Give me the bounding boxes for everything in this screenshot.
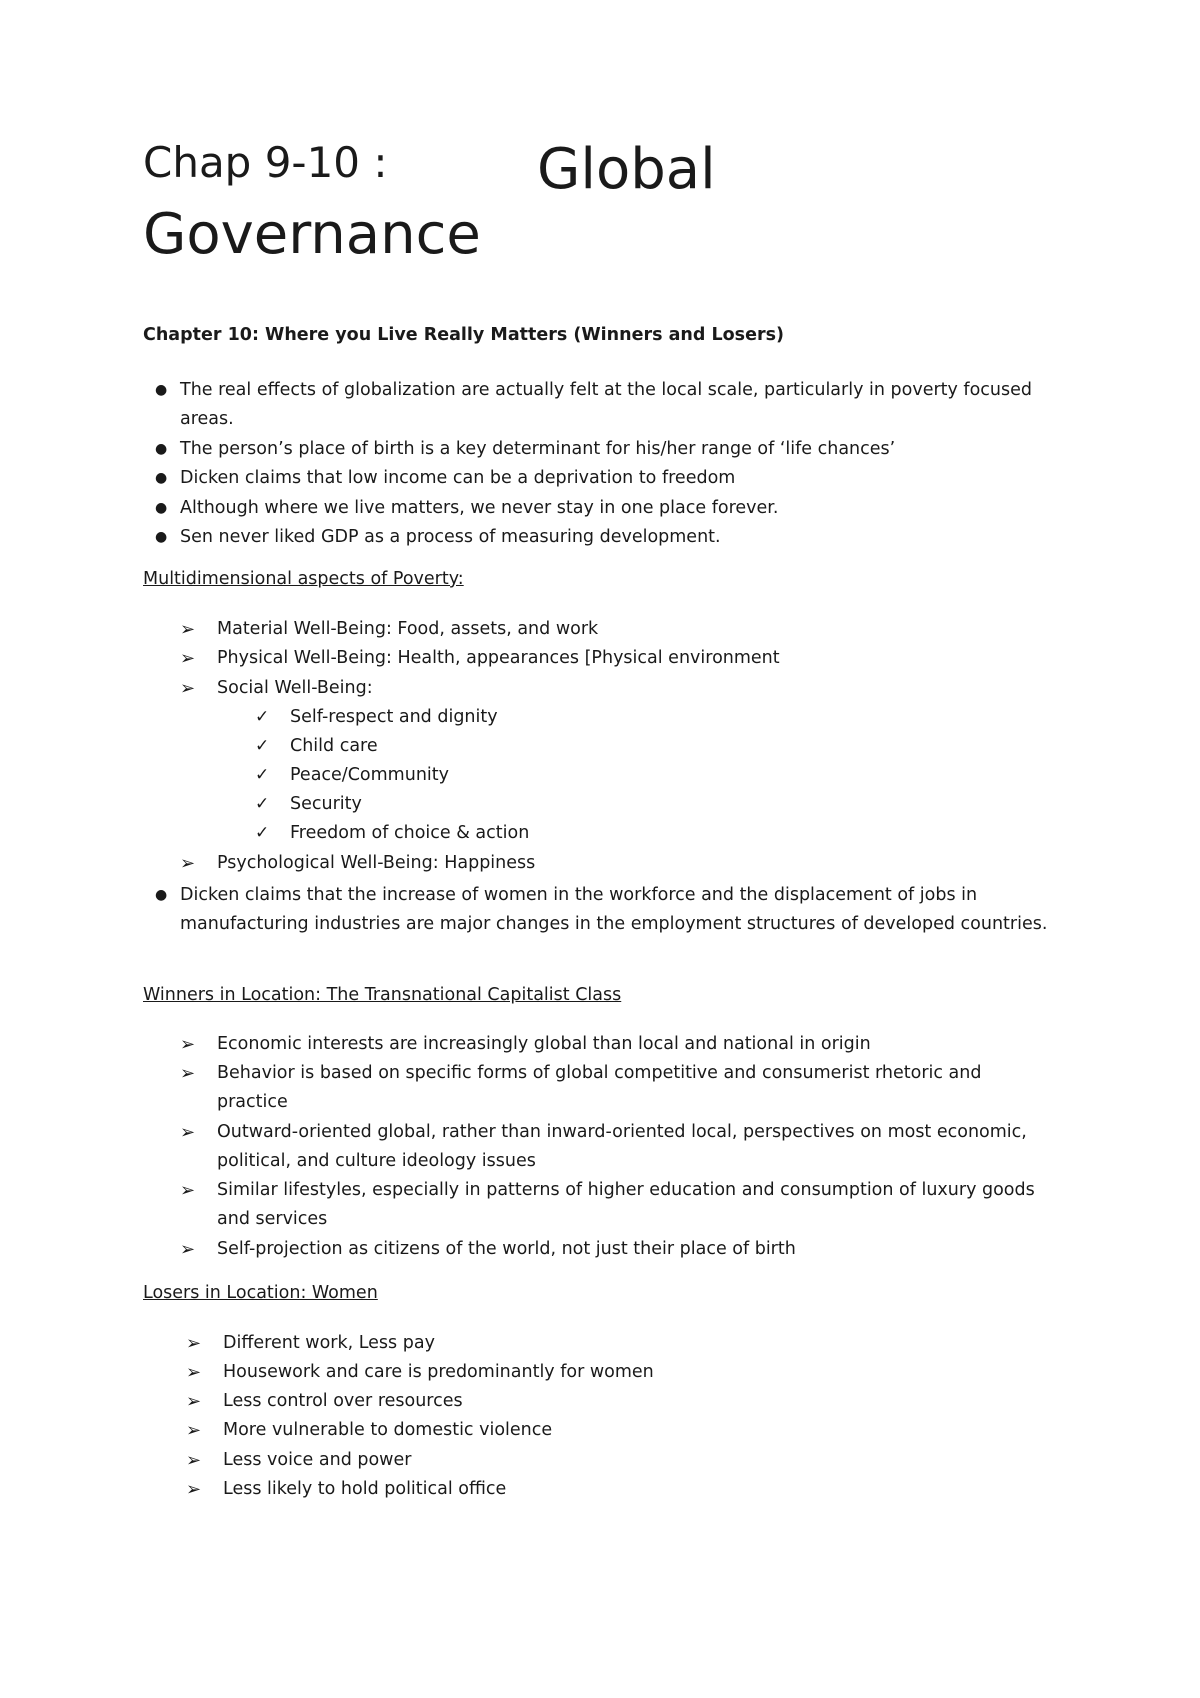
bullet-icon: ●	[155, 382, 168, 398]
title-governance: Governance	[143, 202, 481, 267]
list-item: Economic interests are increasingly global than local and national in origin	[217, 1034, 871, 1054]
list-item: Child care	[290, 736, 378, 756]
bullet-icon: ●	[155, 529, 168, 545]
bullet-icon: ●	[155, 500, 168, 516]
list-item: Self-projection as citizens of the world, not just their place of birth	[217, 1239, 796, 1259]
list-item: Outward-oriented global, rather than inward-oriented local, perspectives on most economic, political, and culture ideology issues	[217, 1122, 1027, 1171]
losers-heading: Losers in Location: Women	[143, 1283, 378, 1303]
arrow-bullet-icon: ➢	[186, 1362, 202, 1383]
list-item: The real effects of globalization are actually felt at the local scale, particularly in poverty focused areas.	[180, 380, 1033, 429]
arrow-bullet-icon: ➢	[180, 853, 196, 874]
checkmark-icon: ✓	[255, 736, 270, 756]
list-item: Behavior is based on specific forms of global competitive and consumerist rhetoric and practice	[217, 1063, 982, 1112]
bullet-icon: ●	[155, 441, 168, 457]
list-item: Self-respect and dignity	[290, 707, 498, 727]
list-item: Social Well-Being:	[217, 678, 373, 698]
bullet-icon: ●	[155, 887, 168, 903]
list-item: Although where we live matters, we never stay in one place forever.	[180, 498, 779, 518]
list-item: Peace/Community	[290, 765, 449, 785]
bullet-icon: ●	[155, 470, 168, 486]
list-item: Less voice and power	[223, 1450, 412, 1470]
list-item: Less likely to hold political office	[223, 1479, 507, 1499]
title-global: Global	[537, 137, 716, 202]
list-item: Less control over resources	[223, 1391, 463, 1411]
winners-heading: Winners in Location: The Transnational Capitalist Class	[143, 985, 622, 1005]
list-item: Physical Well-Being: Health, appearances [Physical environment	[217, 648, 780, 668]
arrow-bullet-icon: ➢	[186, 1479, 202, 1500]
arrow-bullet-icon: ➢	[186, 1333, 202, 1354]
arrow-bullet-icon: ➢	[180, 648, 196, 669]
checkmark-icon: ✓	[255, 823, 270, 843]
checkmark-icon: ✓	[255, 707, 270, 727]
chapter-heading: Chapter 10: Where you Live Really Matters (Winners and Losers)	[143, 325, 784, 345]
checkmark-icon: ✓	[255, 765, 270, 785]
checkmark-icon: ✓	[255, 794, 270, 814]
list-item: More vulnerable to domestic violence	[223, 1420, 553, 1440]
arrow-bullet-icon: ➢	[180, 1122, 196, 1143]
list-item: Different work, Less pay	[223, 1333, 435, 1353]
arrow-bullet-icon: ➢	[186, 1391, 202, 1412]
list-item: Psychological Well-Being: Happiness	[217, 853, 536, 873]
arrow-bullet-icon: ➢	[186, 1420, 202, 1441]
title-chap: Chap 9-10 :	[143, 138, 388, 187]
list-item: Dicken claims that the increase of women in the workforce and the displacement of jobs in manufacturing industries are major changes in the employment structures of developed countries.	[180, 885, 1048, 934]
list-item: Freedom of choice & action	[290, 823, 530, 843]
arrow-bullet-icon: ➢	[180, 1034, 196, 1055]
arrow-bullet-icon: ➢	[180, 678, 196, 699]
arrow-bullet-icon: ➢	[180, 1239, 196, 1260]
list-item: Material Well-Being: Food, assets, and work	[217, 619, 599, 639]
arrow-bullet-icon: ➢	[180, 619, 196, 640]
list-item: The person’s place of birth is a key determinant for his/her range of ‘life chances’	[180, 439, 896, 459]
list-item: Sen never liked GDP as a process of measuring development.	[180, 527, 721, 547]
list-item: Dicken claims that low income can be a deprivation to freedom	[180, 468, 736, 488]
arrow-bullet-icon: ➢	[186, 1450, 202, 1471]
poverty-heading: Multidimensional aspects of Poverty:	[143, 569, 464, 589]
list-item: Security	[290, 794, 362, 814]
list-item: Similar lifestyles, especially in patterns of higher education and consumption of luxury goods and services	[217, 1180, 1035, 1229]
list-item: Housework and care is predominantly for women	[223, 1362, 654, 1382]
arrow-bullet-icon: ➢	[180, 1180, 196, 1201]
arrow-bullet-icon: ➢	[180, 1063, 196, 1084]
